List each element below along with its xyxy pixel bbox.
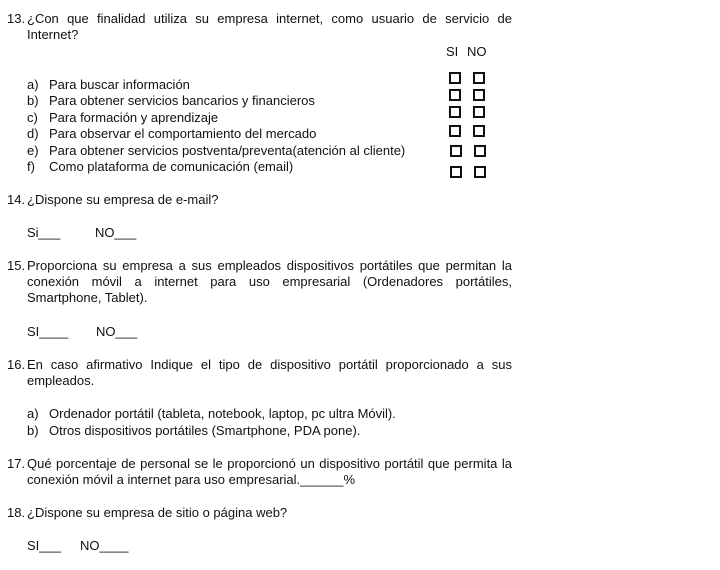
question-16-text: En caso afirmativo Indique el tipo de dispositivo portátil proporcionado a sus empleados. [27,357,512,388]
q13-option-letter: a) [27,77,39,92]
q13-a-no-checkbox[interactable] [473,72,485,84]
q16-option-text: Ordenador portátil (tableta, notebook, laptop, pc ultra Móvil). [49,406,396,421]
q13-option-text: Para obtener servicios bancarios y financieros [49,93,315,108]
q16-option-letter: b) [27,423,39,438]
question-13-number: 13. [7,11,26,26]
si-column-header: SI [446,44,459,59]
q13-c-no-checkbox[interactable] [473,106,485,118]
question-16-number: 16. [7,357,26,372]
q13-b-no-checkbox[interactable] [473,89,485,101]
q13-b-si-checkbox[interactable] [449,89,461,101]
q15-no-answer-blank[interactable]: NO___ [96,324,138,339]
question-17-text: Qué porcentaje de personal se le proporcionó un dispositivo portátil que permita la conexión móvil a internet para uso empresarial.______% [27,456,512,487]
q13-d-si-checkbox[interactable] [449,125,461,137]
no-column-header: NO [467,44,487,59]
q13-e-no-checkbox[interactable] [474,145,486,157]
q13-option-letter: d) [27,126,39,141]
question-14-text: ¿Dispone su empresa de e-mail? [27,192,219,207]
q13-option-text: Para observar el comportamiento del mercado [49,126,317,141]
q13-a-si-checkbox[interactable] [449,72,461,84]
q13-option-text: Como plataforma de comunicación (email) [49,159,294,174]
q13-option-letter: f) [27,159,35,174]
question-18-text: ¿Dispone su empresa de sitio o página web? [27,505,288,520]
question-17-number: 17. [7,456,26,471]
question-15-text: Proporciona su empresa a sus empleados dispositivos portátiles que permitan la conexión móvil a internet para uso empresarial (Ordenadores portátiles, Smartphone, Tablet). [27,258,512,305]
q18-si-answer-blank[interactable]: SI___ [27,538,61,553]
q16-option-letter: a) [27,406,39,421]
q14-no-answer-blank[interactable]: NO___ [95,225,137,240]
q13-e-si-checkbox[interactable] [450,145,462,157]
q13-option-letter: b) [27,93,39,108]
q13-d-no-checkbox[interactable] [473,125,485,137]
q13-option-letter: e) [27,143,39,158]
q14-si-answer-blank[interactable]: Si___ [27,225,61,240]
q18-no-answer-blank[interactable]: NO____ [80,538,129,553]
q13-option-text: Para buscar información [49,77,190,92]
q13-f-no-checkbox[interactable] [474,166,486,178]
q15-si-answer-blank[interactable]: SI____ [27,324,69,339]
q13-f-si-checkbox[interactable] [450,166,462,178]
q16-option-text: Otros dispositivos portátiles (Smartphone, PDA pone). [49,423,361,438]
q13-c-si-checkbox[interactable] [449,106,461,118]
question-15-number: 15. [7,258,26,273]
question-14-number: 14. [7,192,26,207]
question-13-text: ¿Con que finalidad utiliza su empresa internet, como usuario de servicio de Internet? [27,11,512,42]
q13-option-letter: c) [27,110,38,125]
question-18-number: 18. [7,505,26,520]
q13-option-text: Para formación y aprendizaje [49,110,219,125]
q13-option-text: Para obtener servicios postventa/preventa(atención al cliente) [49,143,406,158]
